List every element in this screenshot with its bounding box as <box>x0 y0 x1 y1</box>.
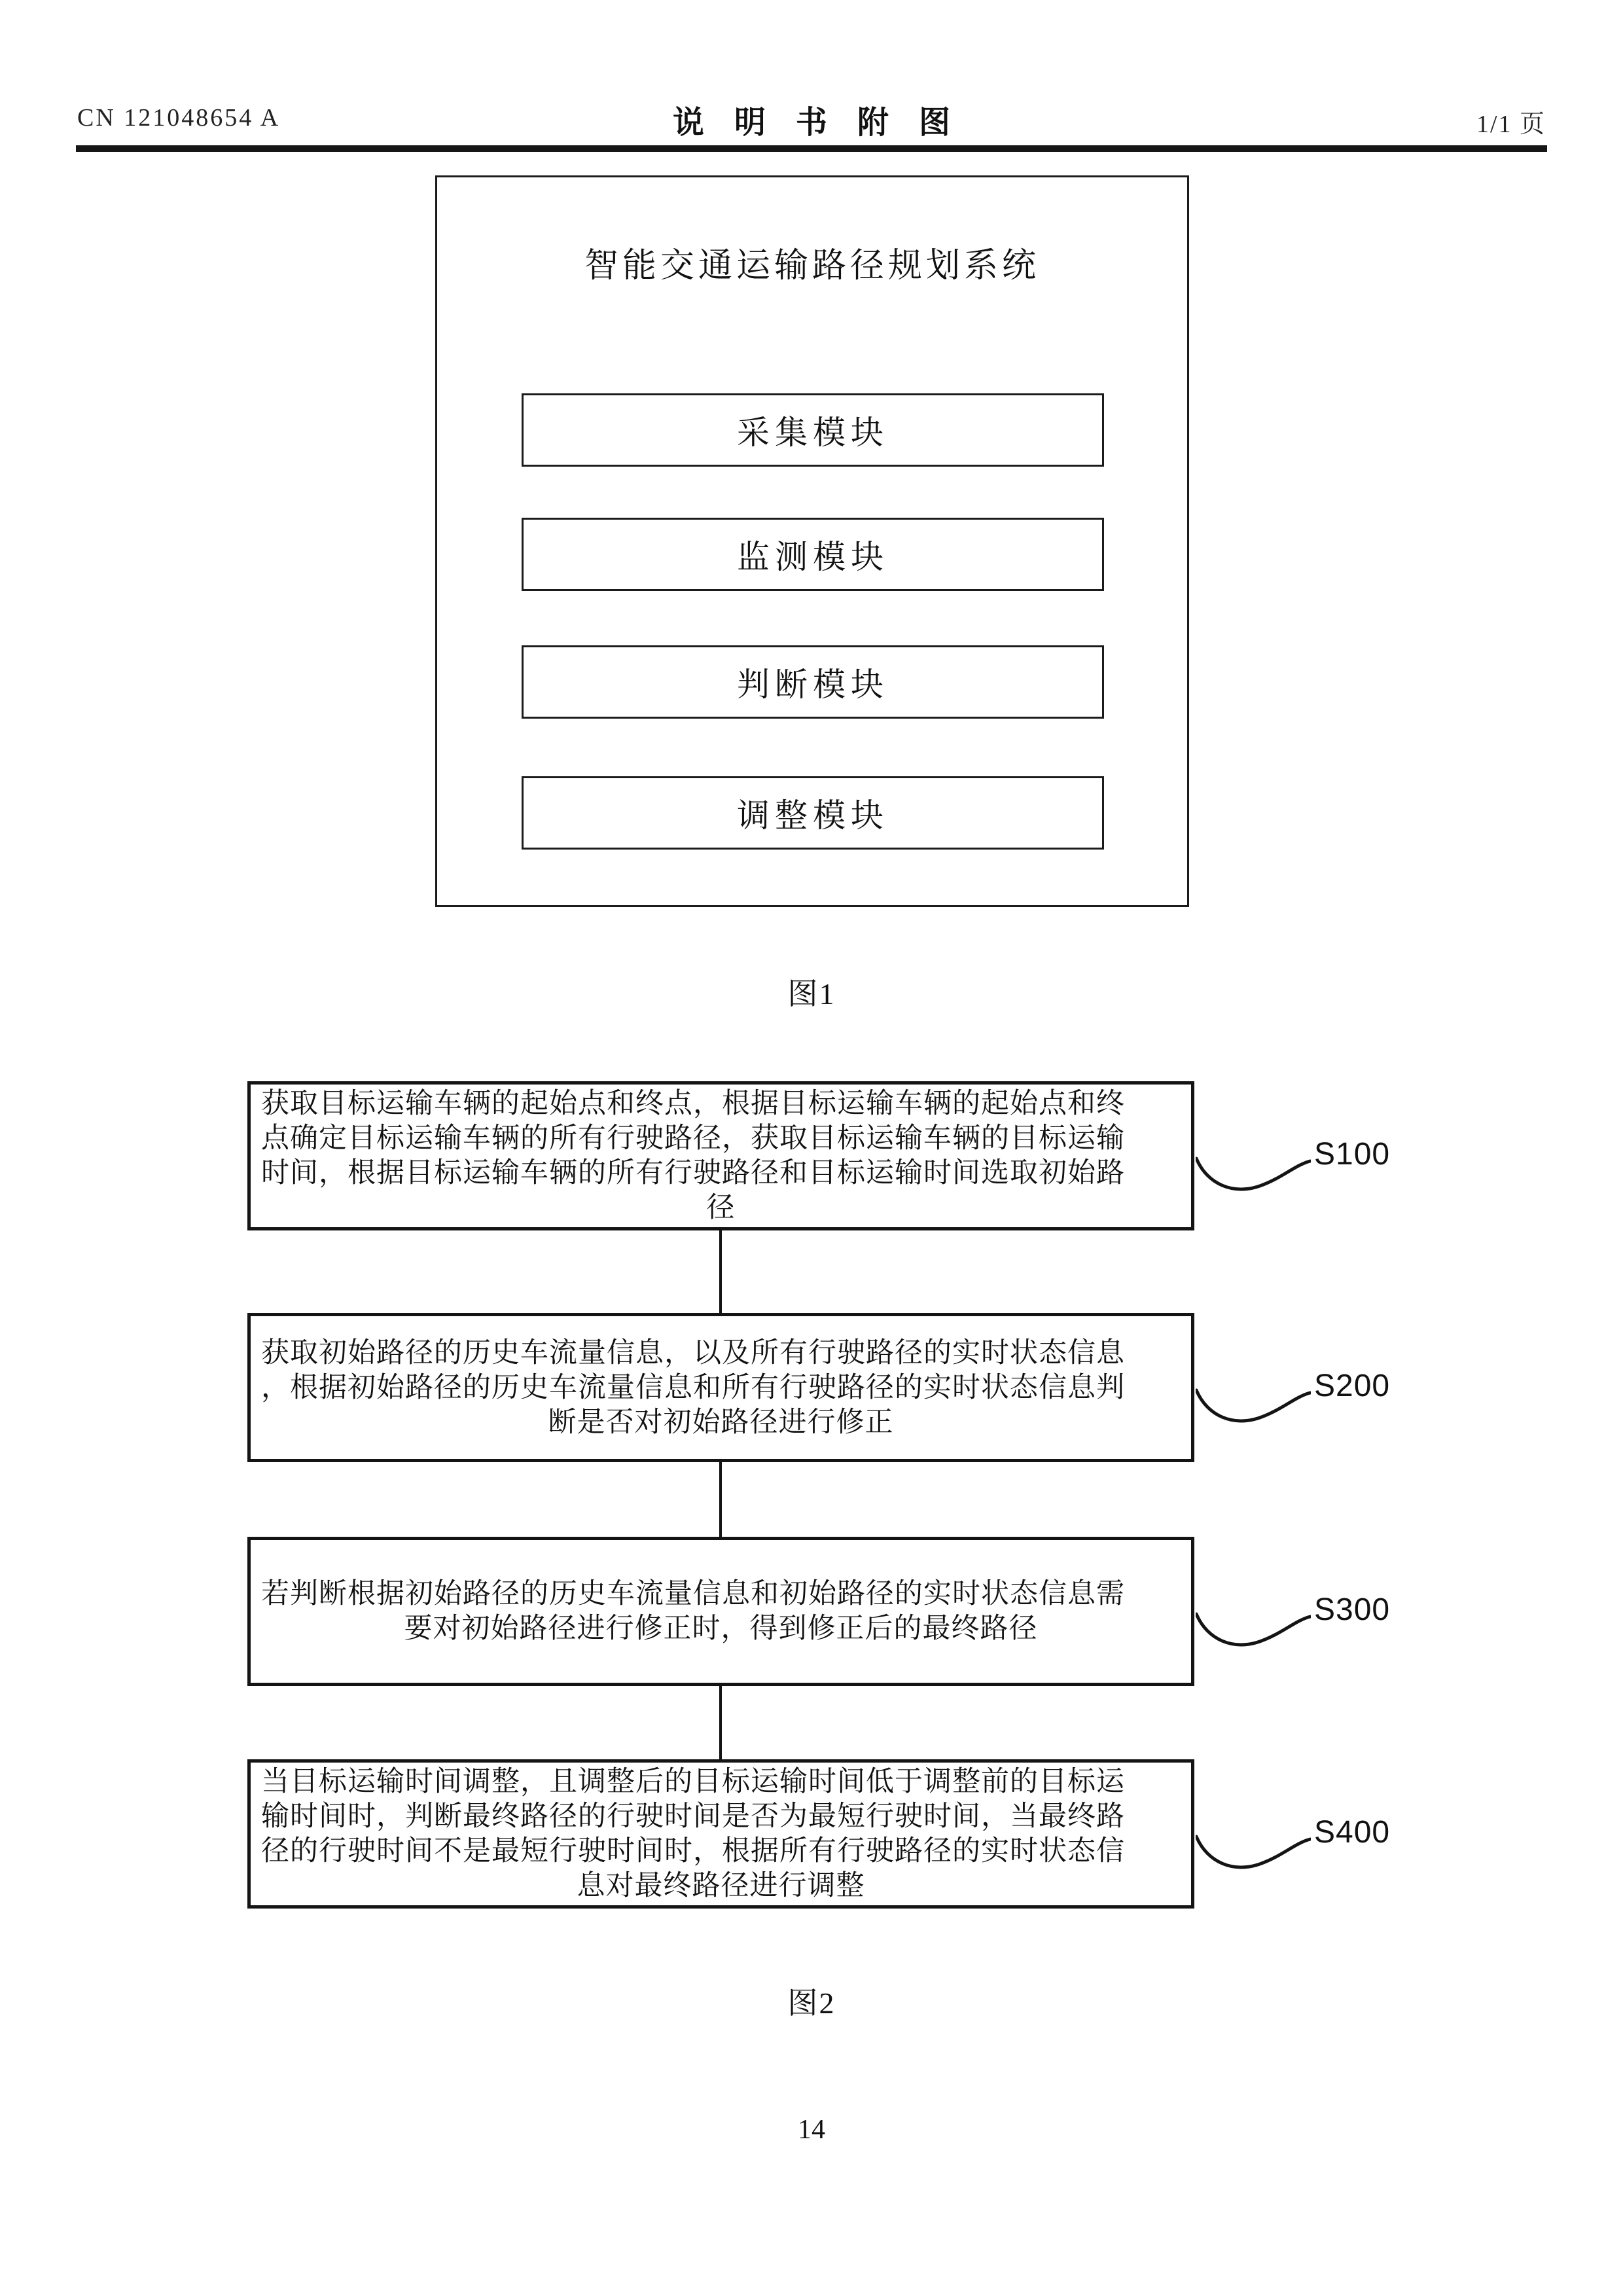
patent-number: CN 121048654 A <box>77 104 281 132</box>
leader-curve-icon <box>1196 1382 1311 1428</box>
step-text-line: 获取初始路径的历史车流量信息，以及所有行驶路径的实时状态信息 <box>261 1337 1125 1369</box>
step-text-line: 断是否对初始路径进行修正 <box>548 1407 894 1438</box>
step-text-line: 要对初始路径进行修正时，得到修正后的最终路径 <box>404 1613 1038 1644</box>
flow-connector <box>719 1230 722 1313</box>
step-text-line: 时间，根据目标运输车辆的所有行驶路径和目标运输时间选取初始路 <box>261 1158 1125 1189</box>
figure1-system-title: 智能交通运输路径规划系统 <box>584 247 1040 285</box>
step-label-s300: S300 <box>1314 1592 1391 1627</box>
step-text-line: 径的行驶时间不是最短行驶时间时，根据所有行驶路径的实时状态信 <box>261 1836 1125 1867</box>
step-label-s400: S400 <box>1314 1815 1391 1850</box>
flow-step-s400 <box>247 1759 1194 1909</box>
module-label: 监测模块 <box>737 539 889 575</box>
module-label: 判断模块 <box>737 666 889 703</box>
step-text-line: 若判断根据初始路径的历史车流量信息和初始路径的实时状态信息需 <box>261 1579 1125 1609</box>
step-text-line: ，根据初始路径的历史车流量信息和所有行驶路径的实时状态信息判 <box>261 1372 1125 1403</box>
module-label: 调整模块 <box>737 797 889 834</box>
document-title: 说明书附图 <box>672 105 980 140</box>
module-box-adjustment <box>522 776 1104 850</box>
figure2-caption: 图2 <box>787 1986 836 2020</box>
leader-curve-icon <box>1196 1606 1311 1652</box>
figure1-system-box <box>435 175 1189 907</box>
step-label-s100: S100 <box>1314 1137 1391 1172</box>
step-text-line: 输时间时，判断最终路径的行驶时间是否为最短行驶时间，当最终路 <box>261 1801 1125 1832</box>
page-number: 14 <box>798 2115 825 2145</box>
module-box-monitoring <box>522 518 1104 591</box>
leader-curve-icon <box>1196 1151 1311 1196</box>
flow-step-s200 <box>247 1313 1194 1462</box>
page-indicator: 1/1 页 <box>1476 111 1546 138</box>
leader-curve-icon <box>1196 1829 1311 1874</box>
module-box-judgment <box>522 645 1104 719</box>
header-rule <box>76 145 1547 152</box>
step-text-line: 径 <box>706 1193 736 1223</box>
flow-step-s300 <box>247 1537 1194 1686</box>
step-text-line: 当目标运输时间调整，且调整后的目标运输时间低于调整前的目标运 <box>261 1767 1125 1797</box>
flow-connector <box>719 1686 722 1759</box>
step-text-line: 息对最终路径进行调整 <box>577 1871 865 1901</box>
module-box-collection <box>522 393 1104 467</box>
flow-connector <box>719 1462 722 1537</box>
module-label: 采集模块 <box>737 414 889 451</box>
step-text-line: 获取目标运输车辆的起始点和终点，根据目标运输车辆的起始点和终 <box>261 1088 1125 1119</box>
figure1-caption: 图1 <box>787 977 836 1011</box>
step-text-line: 点确定目标运输车辆的所有行驶路径，获取目标运输车辆的目标运输 <box>261 1123 1125 1154</box>
step-label-s200: S200 <box>1314 1369 1391 1403</box>
flow-step-s100 <box>247 1081 1194 1230</box>
